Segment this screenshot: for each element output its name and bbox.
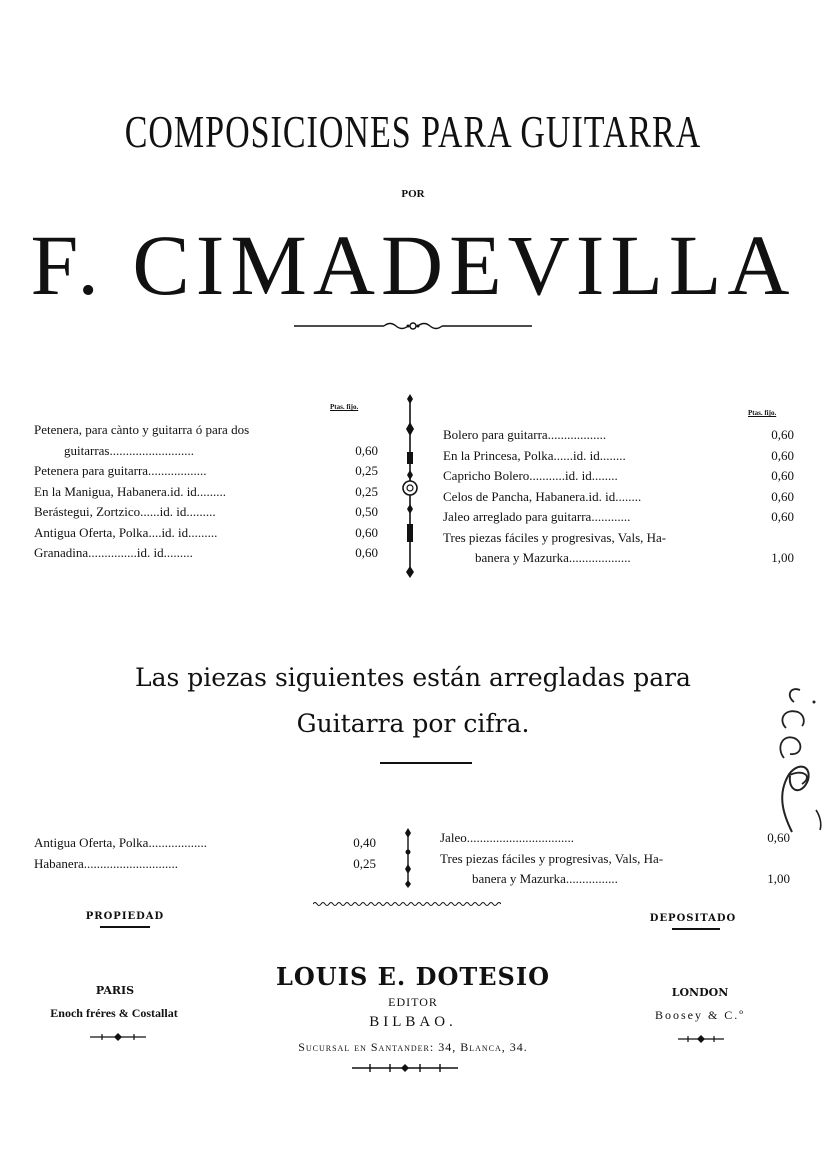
item-title: Jaleo.................................: [440, 830, 574, 845]
price-header-right: Ptas. fijo.: [748, 409, 777, 417]
item-price: 0,50: [355, 504, 378, 519]
london-agent: Boosey & C.º: [654, 1008, 746, 1022]
item-title: Antigua Oferta, Polka....id. id.........: [34, 524, 218, 540]
london-label: LONDON: [671, 986, 729, 999]
item-title: Granadina...............id. id.........: [34, 545, 193, 560]
list-item: [443, 548, 794, 568]
cifra-left-list: [34, 833, 376, 877]
cifra-heading-line1: Las piezas siguientes están arregladas para: [135, 663, 691, 692]
city-label: BILBAO.: [369, 1014, 457, 1030]
by-label: POR: [401, 188, 425, 200]
item-price: 0,60: [767, 830, 790, 845]
editor-label: EDITOR: [388, 995, 438, 1009]
small-decorative-column: [400, 826, 416, 890]
propiedad-rule: [100, 926, 150, 928]
item-title: Tres piezas fáciles y progresivas, Vals, Ha-: [443, 529, 667, 545]
item-title: Celos de Pancha, Habanera.id. id........: [443, 488, 642, 504]
cifra-right-list: [440, 828, 790, 892]
london-ornament: [676, 1034, 726, 1044]
item-price: 0,60: [771, 509, 794, 524]
publisher-ornament: [350, 1063, 460, 1073]
item-price: 0,60: [771, 468, 794, 483]
depositado-label: DEPOSITADO: [649, 913, 737, 924]
item-title: banera y Mazurka...................: [475, 550, 631, 565]
propiedad-label: PROPIEDAD: [85, 911, 165, 922]
paris-agent: Enoch fréres & Costallat: [50, 1006, 178, 1020]
item-title: Petenera, para cànto y guitarra ó para dos: [34, 422, 250, 437]
list-item: [34, 420, 378, 440]
catalog-left-list: [34, 420, 378, 570]
list-item: [440, 869, 790, 889]
depositado-rule: [672, 928, 720, 930]
item-title: Jaleo arreglado para guitarra............: [443, 509, 631, 524]
item-title: Capricho Bolero...........id. id........: [443, 468, 618, 483]
composer-name: F. CIMADEVILLA: [30, 217, 796, 313]
item-price: 0,60: [771, 488, 794, 504]
item-title: Antigua Oferta, Polka..................: [34, 835, 207, 850]
list-item: [34, 833, 376, 853]
item-title: Bolero para guitarra..................: [443, 427, 607, 442]
item-price: 0,60: [771, 427, 794, 442]
list-item: [443, 487, 794, 507]
price-header-left: Ptas. fijo.: [330, 403, 359, 411]
item-title: En la Manigua, Habanera.id. id.........: [34, 483, 227, 499]
decorative-column: [400, 392, 420, 578]
item-price: 0,60: [355, 442, 378, 458]
item-price: 0,60: [355, 545, 378, 560]
item-title: Tres piezas fáciles y progresivas, Vals, Ha-: [440, 850, 664, 866]
list-item: [34, 543, 378, 563]
item-title: Berástegui, Zortzico......id. id.........: [34, 504, 216, 519]
list-item: [34, 854, 376, 874]
item-price: 0,60: [771, 447, 794, 463]
section-rule: [380, 762, 472, 764]
handwritten-margin-note: [772, 684, 824, 836]
item-title: guitarras..........................: [64, 442, 194, 458]
list-item: [443, 446, 794, 466]
list-item: [34, 441, 378, 461]
item-price: 0,25: [353, 855, 376, 871]
list-item: [34, 523, 378, 543]
list-item: [443, 466, 794, 486]
item-price: 0,25: [355, 483, 378, 499]
wavy-divider: [313, 900, 501, 908]
cifra-heading-line2: Guitarra por cifra.: [296, 709, 530, 738]
item-price: 0,60: [355, 524, 378, 540]
publisher-name: LOUIS E. DOTESIO: [276, 962, 550, 991]
item-title: Habanera.............................: [34, 855, 179, 871]
list-item: [443, 507, 794, 527]
paris-ornament: [88, 1032, 148, 1042]
page-title: COMPOSICIONES PARA GUITARRA: [124, 108, 702, 158]
list-item: [440, 849, 790, 869]
item-price: 0,25: [355, 463, 378, 478]
item-title: En la Princesa, Polka......id. id........: [443, 447, 626, 463]
item-price: 1,00: [767, 871, 790, 886]
list-item: [440, 828, 790, 848]
list-item: [34, 482, 378, 502]
item-price: 1,00: [771, 550, 794, 565]
list-item: [443, 528, 794, 548]
catalog-right-list: [443, 425, 794, 575]
item-price: 0,40: [353, 835, 376, 850]
list-item: [443, 425, 794, 445]
list-item: [34, 502, 378, 522]
list-item: [34, 461, 378, 481]
item-title: Petenera para guitarra..................: [34, 463, 207, 478]
paris-label: PARIS: [95, 984, 135, 997]
branch-address: Sucursal en Santander: 34, Blanca, 34.: [298, 1040, 528, 1054]
item-title: banera y Mazurka................: [472, 871, 618, 886]
ornamental-rule: [290, 318, 536, 334]
